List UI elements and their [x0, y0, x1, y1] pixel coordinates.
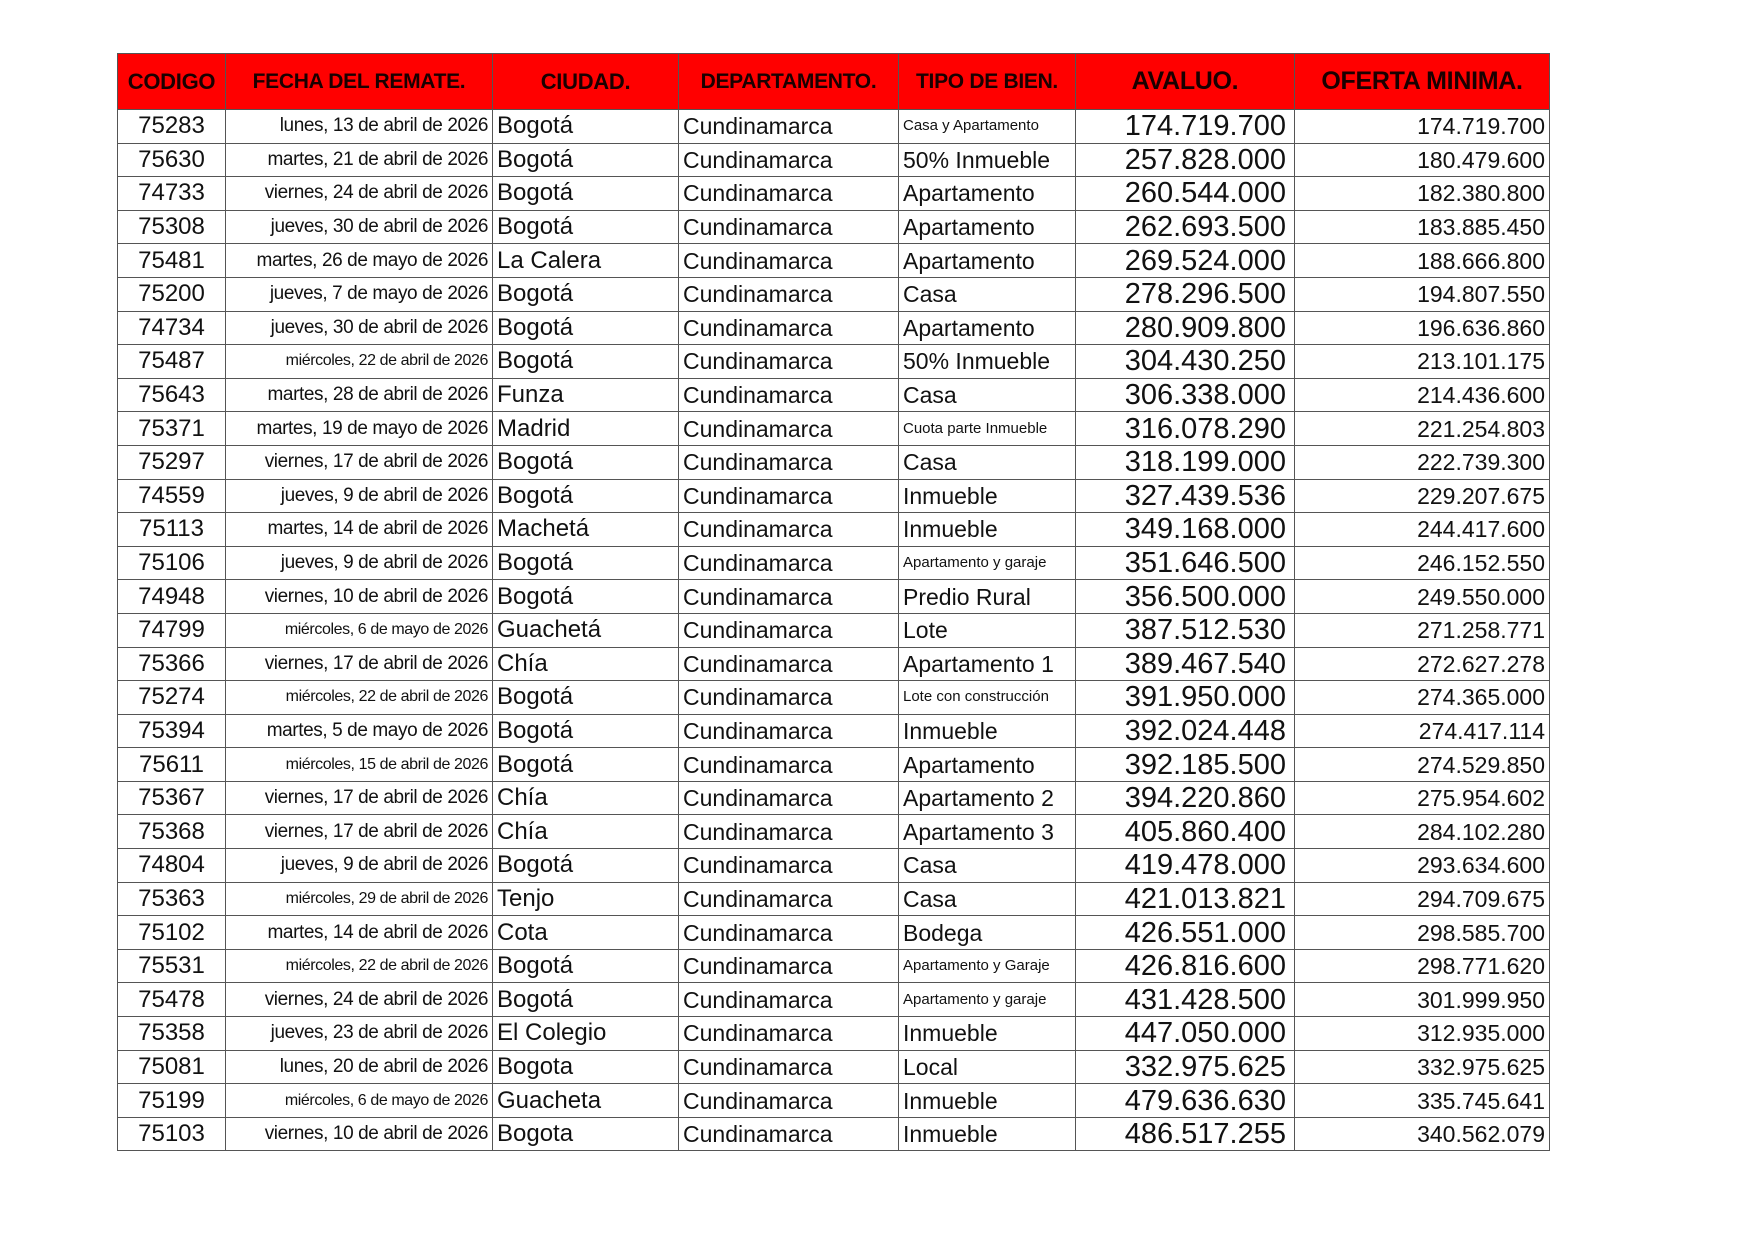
- table-row: [118, 546, 1550, 580]
- cell-avaluo: 392.024.448: [1076, 714, 1295, 748]
- cell-departamento: Cundinamarca: [679, 815, 899, 849]
- cell-oferta: 298.585.700: [1295, 916, 1550, 950]
- cell-departamento: Cundinamarca: [679, 681, 899, 715]
- cell-oferta: 221.254.803: [1295, 412, 1550, 446]
- cell-oferta: 222.739.300: [1295, 445, 1550, 479]
- cell-fecha: miércoles, 22 de abril de 2026: [226, 949, 493, 983]
- cell-tipo: Casa y Apartamento: [899, 110, 1076, 144]
- cell-avaluo: 356.500.000: [1076, 580, 1295, 614]
- cell-codigo: 75113: [118, 513, 226, 547]
- cell-tipo: Inmueble: [899, 714, 1076, 748]
- cell-tipo: Apartamento 2: [899, 781, 1076, 815]
- cell-avaluo: 426.816.600: [1076, 949, 1295, 983]
- cell-ciudad: Guachetá: [493, 613, 679, 647]
- cell-departamento: Cundinamarca: [679, 714, 899, 748]
- cell-tipo: Apartamento: [899, 177, 1076, 211]
- cell-codigo: 75106: [118, 546, 226, 580]
- cell-codigo: 75367: [118, 781, 226, 815]
- cell-oferta: 272.627.278: [1295, 647, 1550, 681]
- cell-ciudad: Bogotá: [493, 580, 679, 614]
- cell-departamento: Cundinamarca: [679, 949, 899, 983]
- cell-tipo: Local: [899, 1050, 1076, 1084]
- cell-avaluo: 351.646.500: [1076, 546, 1295, 580]
- cell-codigo: 75358: [118, 1017, 226, 1051]
- auctions-table: [117, 53, 1550, 1151]
- cell-tipo: Inmueble: [899, 1117, 1076, 1151]
- cell-tipo: Apartamento y Garaje: [899, 949, 1076, 983]
- cell-tipo: Casa: [899, 849, 1076, 883]
- cell-codigo: 74799: [118, 613, 226, 647]
- cell-tipo: Lote: [899, 613, 1076, 647]
- cell-avaluo: 304.430.250: [1076, 345, 1295, 379]
- table-row: [118, 983, 1550, 1017]
- cell-codigo: 75487: [118, 345, 226, 379]
- cell-codigo: 75363: [118, 882, 226, 916]
- cell-ciudad: Bogotá: [493, 748, 679, 782]
- cell-oferta: 284.102.280: [1295, 815, 1550, 849]
- cell-ciudad: Bogota: [493, 1117, 679, 1151]
- cell-avaluo: 262.693.500: [1076, 210, 1295, 244]
- cell-codigo: 75283: [118, 110, 226, 144]
- cell-avaluo: 257.828.000: [1076, 143, 1295, 177]
- cell-codigo: 74804: [118, 849, 226, 883]
- table-row: [118, 882, 1550, 916]
- cell-fecha: viernes, 17 de abril de 2026: [226, 815, 493, 849]
- cell-codigo: 75478: [118, 983, 226, 1017]
- cell-avaluo: 316.078.290: [1076, 412, 1295, 446]
- cell-ciudad: Bogota: [493, 1050, 679, 1084]
- cell-avaluo: 260.544.000: [1076, 177, 1295, 211]
- cell-fecha: viernes, 24 de abril de 2026: [226, 983, 493, 1017]
- cell-fecha: martes, 5 de mayo de 2026: [226, 714, 493, 748]
- table-row: [118, 110, 1550, 144]
- cell-oferta: 180.479.600: [1295, 143, 1550, 177]
- cell-fecha: jueves, 9 de abril de 2026: [226, 546, 493, 580]
- table-row: [118, 412, 1550, 446]
- cell-departamento: Cundinamarca: [679, 378, 899, 412]
- cell-avaluo: 479.636.630: [1076, 1084, 1295, 1118]
- cell-ciudad: Bogotá: [493, 479, 679, 513]
- cell-departamento: Cundinamarca: [679, 1050, 899, 1084]
- cell-fecha: viernes, 17 de abril de 2026: [226, 445, 493, 479]
- cell-departamento: Cundinamarca: [679, 311, 899, 345]
- header-codigo: CODIGO: [118, 54, 226, 110]
- cell-oferta: 340.562.079: [1295, 1117, 1550, 1151]
- cell-codigo: 75199: [118, 1084, 226, 1118]
- cell-ciudad: Funza: [493, 378, 679, 412]
- table-row: [118, 916, 1550, 950]
- cell-oferta: 312.935.000: [1295, 1017, 1550, 1051]
- cell-oferta: 293.634.600: [1295, 849, 1550, 883]
- cell-codigo: 75102: [118, 916, 226, 950]
- cell-codigo: 74734: [118, 311, 226, 345]
- cell-avaluo: 392.185.500: [1076, 748, 1295, 782]
- cell-ciudad: Chía: [493, 815, 679, 849]
- cell-tipo: Inmueble: [899, 1017, 1076, 1051]
- cell-codigo: 74559: [118, 479, 226, 513]
- table-row: [118, 1050, 1550, 1084]
- cell-fecha: jueves, 30 de abril de 2026: [226, 210, 493, 244]
- header-tipo: TIPO DE BIEN.: [899, 54, 1076, 110]
- cell-oferta: 213.101.175: [1295, 345, 1550, 379]
- cell-avaluo: 391.950.000: [1076, 681, 1295, 715]
- table-row: [118, 143, 1550, 177]
- cell-fecha: jueves, 30 de abril de 2026: [226, 311, 493, 345]
- header-fecha: FECHA DEL REMATE.: [226, 54, 493, 110]
- cell-avaluo: 421.013.821: [1076, 882, 1295, 916]
- cell-ciudad: Bogotá: [493, 277, 679, 311]
- cell-departamento: Cundinamarca: [679, 849, 899, 883]
- cell-ciudad: Cota: [493, 916, 679, 950]
- cell-departamento: Cundinamarca: [679, 781, 899, 815]
- cell-avaluo: 394.220.860: [1076, 781, 1295, 815]
- cell-departamento: Cundinamarca: [679, 479, 899, 513]
- cell-tipo: Casa: [899, 882, 1076, 916]
- table-row: [118, 1117, 1550, 1151]
- cell-tipo: Apartamento y garaje: [899, 983, 1076, 1017]
- cell-ciudad: El Colegio: [493, 1017, 679, 1051]
- cell-tipo: Bodega: [899, 916, 1076, 950]
- cell-avaluo: 269.524.000: [1076, 244, 1295, 278]
- table-row: [118, 1017, 1550, 1051]
- cell-ciudad: Bogotá: [493, 143, 679, 177]
- cell-codigo: 75366: [118, 647, 226, 681]
- cell-fecha: martes, 21 de abril de 2026: [226, 143, 493, 177]
- cell-fecha: miércoles, 15 de abril de 2026: [226, 748, 493, 782]
- cell-codigo: 75081: [118, 1050, 226, 1084]
- cell-fecha: martes, 14 de abril de 2026: [226, 916, 493, 950]
- cell-departamento: Cundinamarca: [679, 882, 899, 916]
- cell-oferta: 174.719.700: [1295, 110, 1550, 144]
- cell-tipo: Apartamento: [899, 244, 1076, 278]
- cell-ciudad: Bogotá: [493, 445, 679, 479]
- table-row: [118, 513, 1550, 547]
- cell-departamento: Cundinamarca: [679, 244, 899, 278]
- cell-avaluo: 280.909.800: [1076, 311, 1295, 345]
- cell-tipo: Casa: [899, 445, 1076, 479]
- table-row: [118, 815, 1550, 849]
- cell-fecha: miércoles, 22 de abril de 2026: [226, 345, 493, 379]
- cell-tipo: Inmueble: [899, 479, 1076, 513]
- table-row: [118, 244, 1550, 278]
- cell-codigo: 75394: [118, 714, 226, 748]
- cell-avaluo: 318.199.000: [1076, 445, 1295, 479]
- table-row: [118, 647, 1550, 681]
- cell-fecha: jueves, 23 de abril de 2026: [226, 1017, 493, 1051]
- cell-departamento: Cundinamarca: [679, 110, 899, 144]
- cell-codigo: 75371: [118, 412, 226, 446]
- cell-departamento: Cundinamarca: [679, 513, 899, 547]
- cell-departamento: Cundinamarca: [679, 412, 899, 446]
- table-row: [118, 445, 1550, 479]
- cell-tipo: Inmueble: [899, 513, 1076, 547]
- cell-tipo: Predio Rural: [899, 580, 1076, 614]
- cell-tipo: Cuota parte Inmueble: [899, 412, 1076, 446]
- cell-fecha: martes, 28 de abril de 2026: [226, 378, 493, 412]
- cell-departamento: Cundinamarca: [679, 1017, 899, 1051]
- cell-oferta: 335.745.641: [1295, 1084, 1550, 1118]
- cell-oferta: 274.417.114: [1295, 714, 1550, 748]
- cell-fecha: viernes, 24 de abril de 2026: [226, 177, 493, 211]
- header-avaluo: AVALUO.: [1076, 54, 1295, 110]
- cell-oferta: 271.258.771: [1295, 613, 1550, 647]
- table-row: [118, 277, 1550, 311]
- cell-fecha: miércoles, 6 de mayo de 2026: [226, 613, 493, 647]
- cell-tipo: Inmueble: [899, 1084, 1076, 1118]
- cell-avaluo: 389.467.540: [1076, 647, 1295, 681]
- cell-departamento: Cundinamarca: [679, 1117, 899, 1151]
- table-row: [118, 345, 1550, 379]
- cell-codigo: 74948: [118, 580, 226, 614]
- table-row: [118, 781, 1550, 815]
- cell-oferta: 301.999.950: [1295, 983, 1550, 1017]
- cell-codigo: 75643: [118, 378, 226, 412]
- cell-oferta: 274.365.000: [1295, 681, 1550, 715]
- cell-tipo: Apartamento y garaje: [899, 546, 1076, 580]
- cell-ciudad: Bogotá: [493, 714, 679, 748]
- cell-oferta: 246.152.550: [1295, 546, 1550, 580]
- cell-oferta: 188.666.800: [1295, 244, 1550, 278]
- cell-ciudad: Machetá: [493, 513, 679, 547]
- cell-oferta: 214.436.600: [1295, 378, 1550, 412]
- cell-fecha: martes, 14 de abril de 2026: [226, 513, 493, 547]
- table-row: [118, 311, 1550, 345]
- cell-fecha: miércoles, 29 de abril de 2026: [226, 882, 493, 916]
- cell-codigo: 75274: [118, 681, 226, 715]
- cell-fecha: viernes, 10 de abril de 2026: [226, 1117, 493, 1151]
- cell-fecha: jueves, 9 de abril de 2026: [226, 479, 493, 513]
- cell-oferta: 229.207.675: [1295, 479, 1550, 513]
- cell-tipo: 50% Inmueble: [899, 345, 1076, 379]
- cell-ciudad: Bogotá: [493, 210, 679, 244]
- cell-avaluo: 349.168.000: [1076, 513, 1295, 547]
- cell-codigo: 75103: [118, 1117, 226, 1151]
- cell-codigo: 75308: [118, 210, 226, 244]
- cell-oferta: 196.636.860: [1295, 311, 1550, 345]
- cell-codigo: 75200: [118, 277, 226, 311]
- cell-fecha: miércoles, 6 de mayo de 2026: [226, 1084, 493, 1118]
- cell-tipo: Apartamento 3: [899, 815, 1076, 849]
- cell-oferta: 183.885.450: [1295, 210, 1550, 244]
- cell-tipo: Casa: [899, 277, 1076, 311]
- cell-fecha: viernes, 10 de abril de 2026: [226, 580, 493, 614]
- cell-ciudad: Guacheta: [493, 1084, 679, 1118]
- cell-oferta: 249.550.000: [1295, 580, 1550, 614]
- cell-ciudad: Madrid: [493, 412, 679, 446]
- table-row: [118, 681, 1550, 715]
- cell-departamento: Cundinamarca: [679, 210, 899, 244]
- table-body: [118, 110, 1550, 1151]
- cell-departamento: Cundinamarca: [679, 143, 899, 177]
- header-row: [118, 54, 1550, 110]
- cell-avaluo: 486.517.255: [1076, 1117, 1295, 1151]
- cell-fecha: martes, 26 de mayo de 2026: [226, 244, 493, 278]
- cell-avaluo: 447.050.000: [1076, 1017, 1295, 1051]
- cell-ciudad: La Calera: [493, 244, 679, 278]
- cell-ciudad: Bogotá: [493, 177, 679, 211]
- cell-fecha: martes, 19 de mayo de 2026: [226, 412, 493, 446]
- cell-oferta: 194.807.550: [1295, 277, 1550, 311]
- cell-ciudad: Tenjo: [493, 882, 679, 916]
- cell-departamento: Cundinamarca: [679, 580, 899, 614]
- cell-ciudad: Bogotá: [493, 345, 679, 379]
- header-oferta: OFERTA MINIMA.: [1295, 54, 1550, 110]
- table-row: [118, 210, 1550, 244]
- cell-oferta: 294.709.675: [1295, 882, 1550, 916]
- cell-tipo: Apartamento: [899, 210, 1076, 244]
- cell-codigo: 74733: [118, 177, 226, 211]
- cell-departamento: Cundinamarca: [679, 345, 899, 379]
- cell-departamento: Cundinamarca: [679, 445, 899, 479]
- table-header: [118, 54, 1550, 110]
- cell-oferta: 275.954.602: [1295, 781, 1550, 815]
- cell-codigo: 75611: [118, 748, 226, 782]
- cell-avaluo: 426.551.000: [1076, 916, 1295, 950]
- cell-avaluo: 387.512.530: [1076, 613, 1295, 647]
- cell-oferta: 274.529.850: [1295, 748, 1550, 782]
- cell-fecha: lunes, 20 de abril de 2026: [226, 1050, 493, 1084]
- cell-departamento: Cundinamarca: [679, 613, 899, 647]
- cell-tipo: Apartamento: [899, 748, 1076, 782]
- cell-avaluo: 332.975.625: [1076, 1050, 1295, 1084]
- cell-ciudad: Bogotá: [493, 110, 679, 144]
- cell-departamento: Cundinamarca: [679, 916, 899, 950]
- table-row: [118, 849, 1550, 883]
- cell-codigo: 75531: [118, 949, 226, 983]
- cell-departamento: Cundinamarca: [679, 177, 899, 211]
- cell-departamento: Cundinamarca: [679, 748, 899, 782]
- table-row: [118, 580, 1550, 614]
- cell-ciudad: Bogotá: [493, 311, 679, 345]
- cell-avaluo: 278.296.500: [1076, 277, 1295, 311]
- cell-avaluo: 419.478.000: [1076, 849, 1295, 883]
- table-row: [118, 613, 1550, 647]
- cell-departamento: Cundinamarca: [679, 647, 899, 681]
- cell-tipo: Lote con construcción: [899, 681, 1076, 715]
- cell-avaluo: 327.439.536: [1076, 479, 1295, 513]
- cell-fecha: lunes, 13 de abril de 2026: [226, 110, 493, 144]
- cell-tipo: Casa: [899, 378, 1076, 412]
- table-row: [118, 378, 1550, 412]
- cell-avaluo: 431.428.500: [1076, 983, 1295, 1017]
- cell-avaluo: 174.719.700: [1076, 110, 1295, 144]
- cell-codigo: 75368: [118, 815, 226, 849]
- cell-codigo: 75297: [118, 445, 226, 479]
- table-row: [118, 949, 1550, 983]
- cell-oferta: 332.975.625: [1295, 1050, 1550, 1084]
- cell-avaluo: 405.860.400: [1076, 815, 1295, 849]
- cell-ciudad: Chía: [493, 647, 679, 681]
- table-row: [118, 177, 1550, 211]
- cell-ciudad: Bogotá: [493, 983, 679, 1017]
- cell-codigo: 75481: [118, 244, 226, 278]
- header-departamento: DEPARTAMENTO.: [679, 54, 899, 110]
- cell-tipo: Apartamento: [899, 311, 1076, 345]
- cell-oferta: 244.417.600: [1295, 513, 1550, 547]
- cell-oferta: 182.380.800: [1295, 177, 1550, 211]
- cell-codigo: 75630: [118, 143, 226, 177]
- cell-ciudad: Bogotá: [493, 546, 679, 580]
- cell-avaluo: 306.338.000: [1076, 378, 1295, 412]
- cell-departamento: Cundinamarca: [679, 546, 899, 580]
- cell-ciudad: Bogotá: [493, 681, 679, 715]
- table-row: [118, 748, 1550, 782]
- cell-departamento: Cundinamarca: [679, 1084, 899, 1118]
- table-row: [118, 714, 1550, 748]
- cell-fecha: viernes, 17 de abril de 2026: [226, 647, 493, 681]
- cell-fecha: viernes, 17 de abril de 2026: [226, 781, 493, 815]
- header-ciudad: CIUDAD.: [493, 54, 679, 110]
- cell-departamento: Cundinamarca: [679, 983, 899, 1017]
- cell-ciudad: Bogotá: [493, 949, 679, 983]
- cell-fecha: jueves, 9 de abril de 2026: [226, 849, 493, 883]
- cell-tipo: 50% Inmueble: [899, 143, 1076, 177]
- cell-oferta: 298.771.620: [1295, 949, 1550, 983]
- table-row: [118, 479, 1550, 513]
- cell-ciudad: Bogotá: [493, 849, 679, 883]
- cell-fecha: miércoles, 22 de abril de 2026: [226, 681, 493, 715]
- table-row: [118, 1084, 1550, 1118]
- cell-tipo: Apartamento 1: [899, 647, 1076, 681]
- cell-fecha: jueves, 7 de mayo de 2026: [226, 277, 493, 311]
- cell-departamento: Cundinamarca: [679, 277, 899, 311]
- cell-ciudad: Chía: [493, 781, 679, 815]
